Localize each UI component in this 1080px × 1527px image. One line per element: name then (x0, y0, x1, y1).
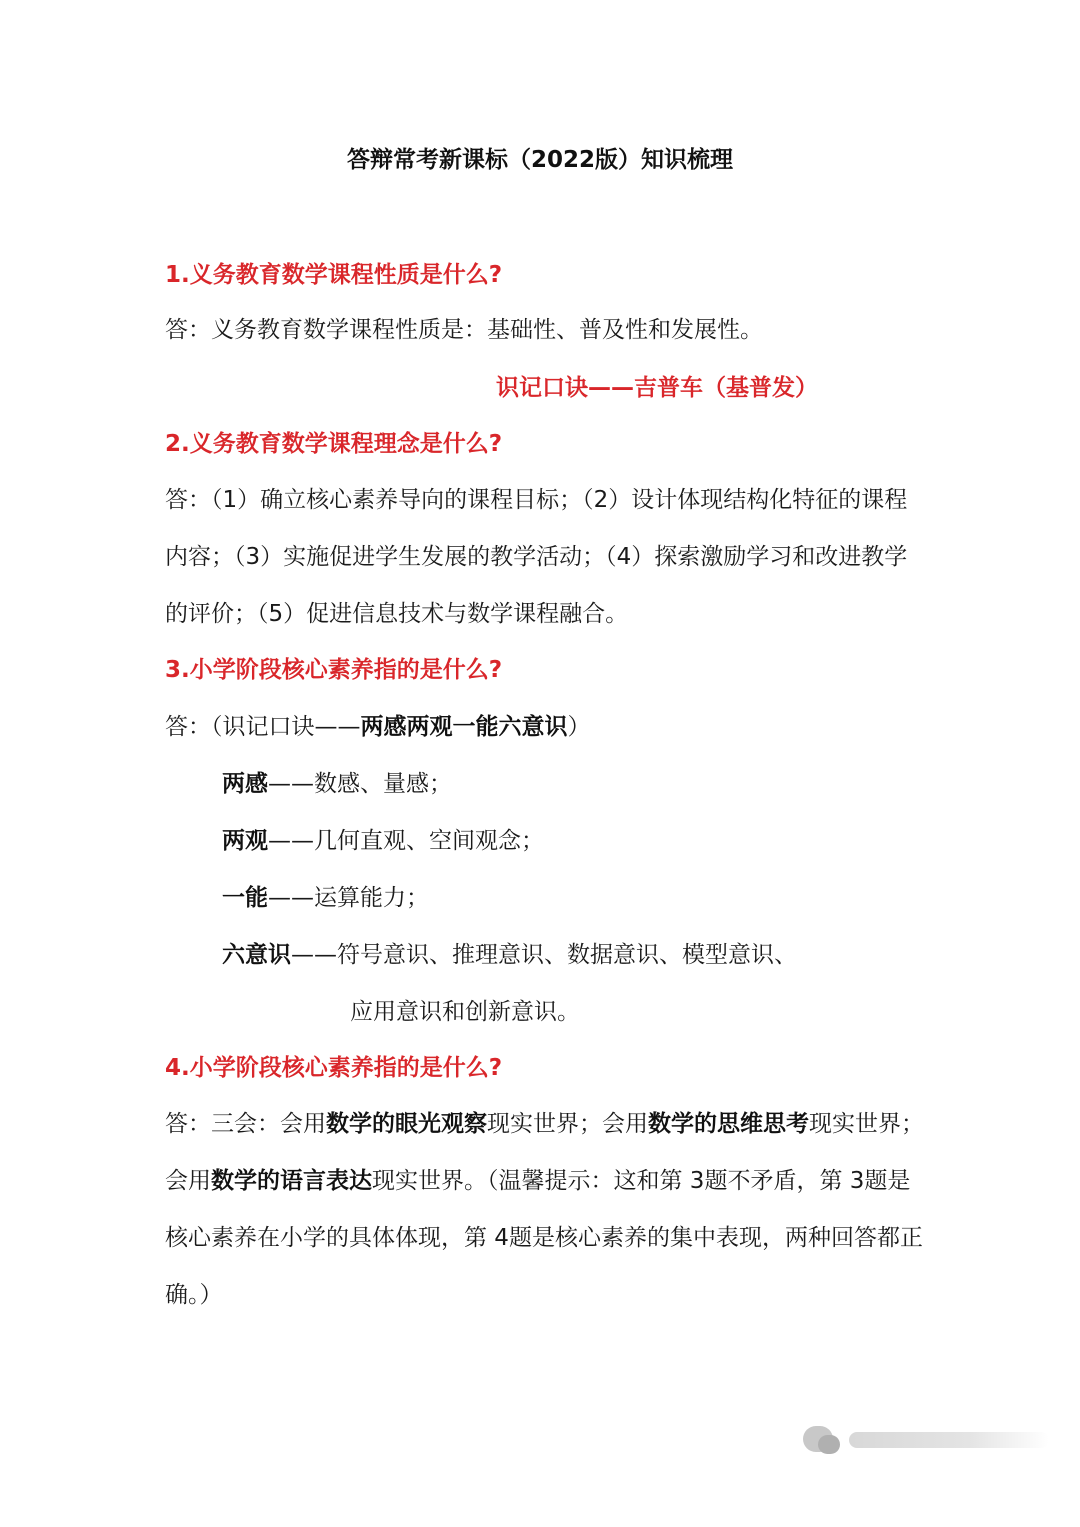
literacy-item-term: 两观 (222, 828, 268, 854)
question-4-heading: 4.小学阶段核心素养指的是什么? (165, 1055, 503, 1081)
question-3-answer-intro (165, 709, 591, 745)
question-2-heading: 2.义务教育数学课程理念是什么? (165, 431, 503, 457)
answer-text: 现实世界。（温馨提示：这和第 3题不矛盾，第 3题是核心素养在小学的具体体现，第 4题是核心素养的集中表现，两种回答都正确。） (165, 1168, 923, 1308)
wechat-bubble-icon (803, 1426, 833, 1452)
literacy-item-term: 六意识 (222, 942, 291, 968)
literacy-item-six-awareness (222, 937, 797, 973)
literacy-item-desc: ——数感、量感； (268, 771, 452, 797)
question-3-answer-suffix: ） (567, 714, 591, 740)
question-3-answer-mnemonic: 两感两观一能六意识 (360, 714, 568, 740)
watermark-blurred-text (849, 1432, 1049, 1448)
literacy-item-term: 一能 (222, 885, 268, 911)
question-1-mnemonic: 识记口诀——吉普车（基普发） (496, 375, 818, 401)
literacy-item-desc: ——几何直观、空间观念； (268, 828, 544, 854)
answer-text: 答：三会：会用 (165, 1111, 326, 1137)
watermark (803, 1422, 1063, 1458)
answer-emphasis: 数学的眼光观察 (326, 1111, 487, 1137)
question-2-answer: 答：（1）确立核心素养导向的课程目标；（2）设计体现结构化特征的课程内容；（3）实施促进学生发展的教学活动；（4）探索激励学习和改进教学的评价；（5）促进信息技术与数学课程融合。 (165, 487, 908, 627)
answer-emphasis: 数学的语言表达 (211, 1168, 372, 1194)
literacy-item-two-views (222, 823, 544, 859)
literacy-item-desc: ——符号意识、推理意识、数据意识、模型意识、 (291, 942, 797, 968)
question-1-heading: 1.义务教育数学课程性质是什么? (165, 262, 503, 288)
answer-text: 现实世界；会用 (165, 1111, 924, 1194)
answer-emphasis: 数学的思维思考 (648, 1111, 809, 1137)
question-3-heading: 3.小学阶段核心素养指的是什么? (165, 657, 503, 683)
question-1-answer: 答：义务教育数学课程性质是：基础性、普及性和发展性。 (165, 317, 763, 343)
literacy-item-two-senses (222, 766, 452, 802)
page-title: 答辩常考新课标（2022版）知识梳理 (346, 147, 733, 173)
literacy-item-continuation: 应用意识和创新意识。 (350, 999, 580, 1025)
answer-text: 现实世界；会用 (487, 1111, 648, 1137)
literacy-item-desc: ——运算能力； (268, 885, 429, 911)
question-3-answer-prefix: 答：（识记口诀—— (165, 714, 361, 740)
literacy-item-term: 两感 (222, 771, 268, 797)
question-4-answer (165, 1096, 925, 1324)
literacy-item-one-ability (222, 880, 429, 916)
